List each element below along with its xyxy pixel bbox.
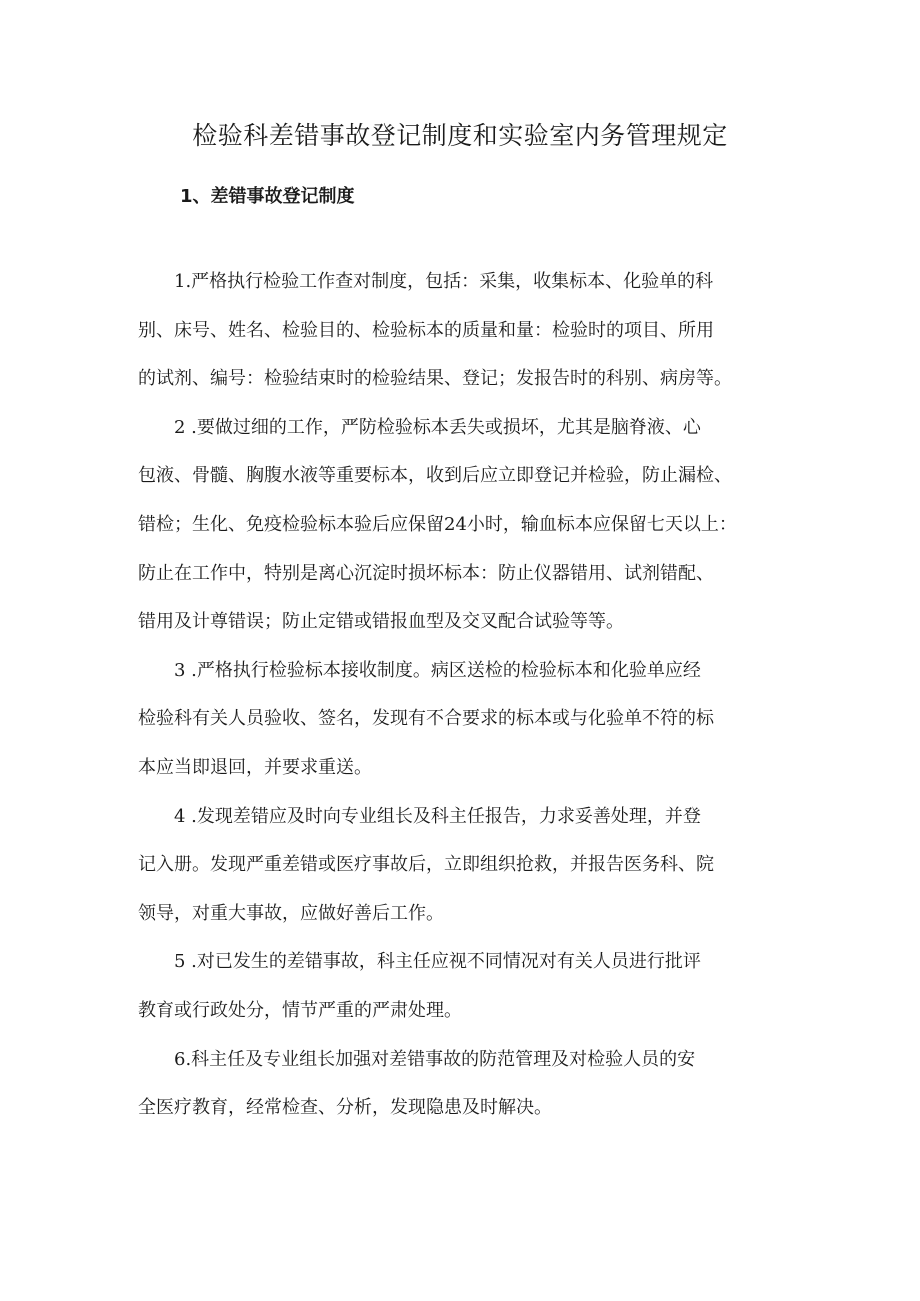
paragraph-line: 4 .发现差错应及时向专业组长及科主任报告，力求妥善处理，并登 <box>174 805 701 827</box>
paragraph-line: 2 .要做过细的工作，严防检验标本丢失或损坏，尤其是脑脊液、心 <box>174 416 701 438</box>
section-heading: 1、差错事故登记制度 <box>180 186 355 207</box>
paragraph-3 <box>138 647 788 793</box>
paragraph-6 <box>138 1036 788 1133</box>
paragraph-line: 记入册。发现严重差错或医疗事故后，立即组织抢救，并报告医务科、院 <box>138 854 714 876</box>
paragraph-line: 教育或行政处分，情节严重的严肃处理。 <box>138 999 462 1021</box>
paragraph-4 <box>138 793 788 939</box>
paragraph-line: 6.科主任及专业组长加强对差错事故的防范管理及对检验人员的安 <box>174 1048 696 1070</box>
paragraph-line: 防止在工作中，特别是离心沉淀时损坏标本：防止仪器错用、试剂错配、 <box>138 562 714 584</box>
paragraph-line: 包液、骨髓、胸腹水液等重要标本，收到后应立即登记并检验，防止漏检、 <box>138 465 732 487</box>
paragraph-line: 5 .对已发生的差错事故，科主任应视不同情况对有关人员进行批评 <box>174 951 701 973</box>
paragraph-line: 本应当即退回，并要求重送。 <box>138 756 372 778</box>
paragraph-line: 别、床号、姓名、检验目的、检验标本的质量和量：检验时的项目、所用 <box>138 319 714 341</box>
paragraph-line: 1.严格执行检验工作查对制度，包括：采集，收集标本、化验单的科 <box>174 271 714 292</box>
paragraph-line: 错用及计尊错误；防止定错或错报血型及交叉配合试验等等。 <box>138 611 624 633</box>
paragraph-line: 领导，对重大事故，应做好善后工作。 <box>138 902 444 924</box>
paragraph-line: 3 .严格执行检验标本接收制度。病区送检的检验标本和化验单应经 <box>174 659 701 681</box>
document-body <box>138 258 788 1133</box>
paragraph-2 <box>138 404 788 647</box>
paragraph-line: 错检；生化、免疫检验标本验后应保留24小时，输血标本应保留七天以上： <box>138 513 737 535</box>
paragraph-line: 检验科有关人员验收、签名，发现有不合要求的标本或与化验单不符的标 <box>138 708 714 730</box>
paragraph-line: 全医疗教育，经常检查、分析，发现隐患及时解决。 <box>138 1097 552 1119</box>
paragraph-line: 的试剂、编号：检验结束时的检验结果、登记；发报告时的科别、病房等。 <box>138 368 732 390</box>
document-title: 检验科差错事故登记制度和实验室内务管理规定 <box>192 121 728 150</box>
paragraph-5 <box>138 938 788 1035</box>
paragraph-1 <box>138 258 788 404</box>
